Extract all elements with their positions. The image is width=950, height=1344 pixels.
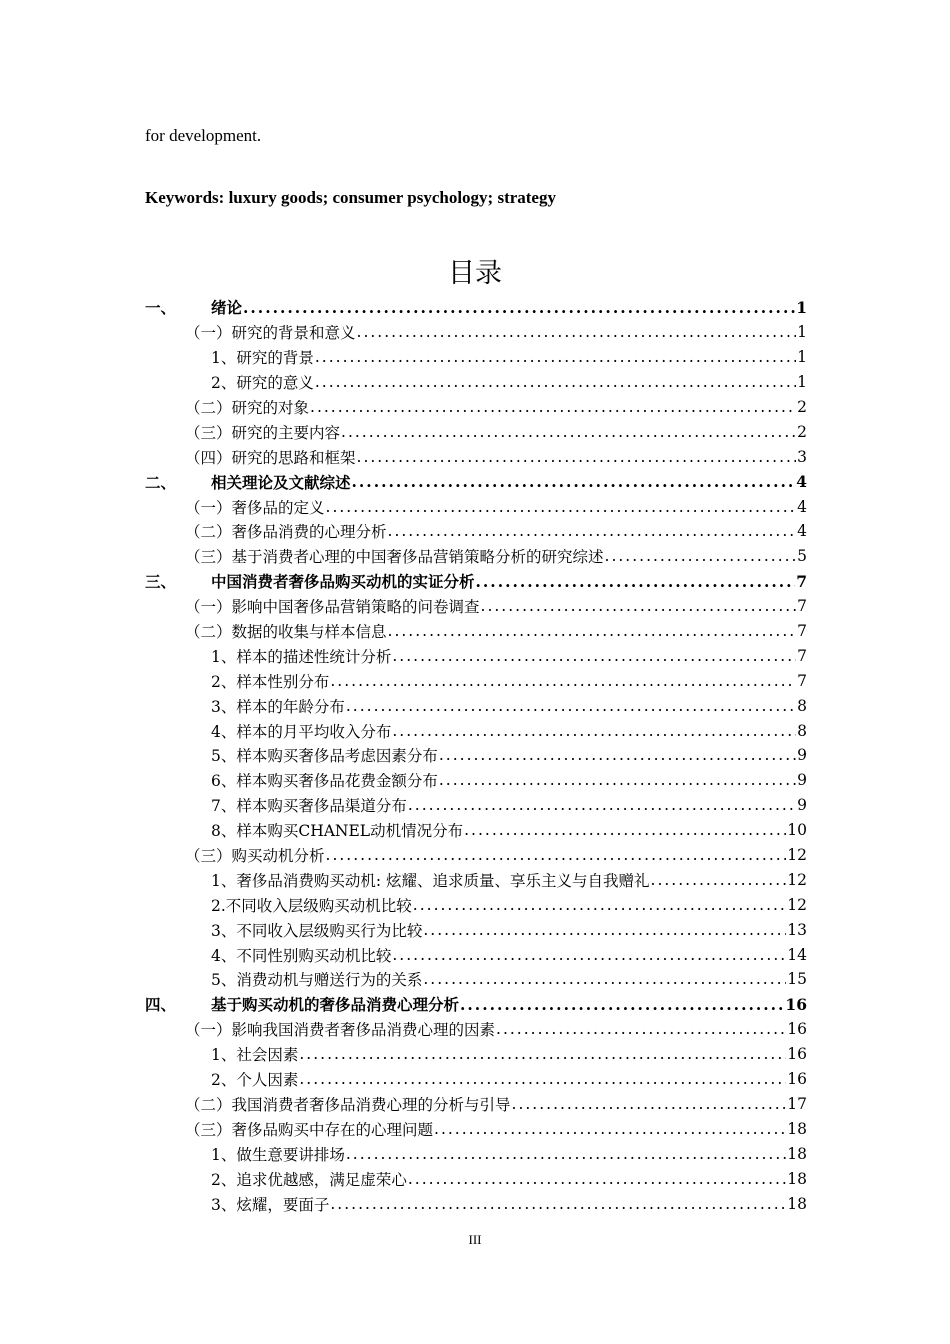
- toc-dot-leader: [439, 771, 796, 789]
- toc-entry-page: 12: [787, 895, 807, 914]
- toc-entry-page: 1: [797, 323, 807, 342]
- toc-entry-text: 2、追求优越感，满足虚荣心: [211, 1170, 407, 1189]
- toc-dot-leader: [315, 348, 796, 366]
- toc-entry-page: 1: [797, 373, 807, 392]
- toc-dot-leader: [512, 1095, 787, 1113]
- toc-entry-title: [145, 296, 242, 318]
- toc-entry[interactable]: [145, 370, 807, 395]
- toc-entry-title: [211, 670, 329, 692]
- toc-entry-page: 18: [787, 1194, 807, 1213]
- toc-entry-page: 7: [797, 646, 807, 665]
- toc-entry-page: 1: [797, 348, 807, 367]
- toc-entry[interactable]: [145, 718, 807, 743]
- toc-entry-title: [211, 744, 438, 766]
- toc-dot-leader: [310, 398, 796, 416]
- toc-entry-title: [211, 1168, 407, 1190]
- toc-entry-title: [211, 1043, 298, 1065]
- toc-entry-text: （二）研究的对象: [185, 399, 310, 417]
- toc-entry-text: （二）数据的收集与样本信息: [185, 623, 387, 642]
- toc-entry[interactable]: [145, 619, 807, 644]
- toc-entry-text: （一）影响我国消费者奢侈品消费心理的因素: [185, 1021, 496, 1040]
- toc-dot-leader: [392, 722, 796, 740]
- toc-entry[interactable]: [145, 1017, 807, 1042]
- toc-entry-text: 基于购买动机的奢侈品消费心理分析: [211, 995, 460, 1015]
- toc-entry-text: 2.不同收入层级购买动机比较: [211, 896, 412, 915]
- toc-dot-leader: [434, 1120, 786, 1138]
- toc-dot-leader: [408, 1170, 786, 1188]
- toc-entry-page: 7: [797, 671, 807, 690]
- toc-entry[interactable]: [145, 818, 807, 843]
- toc-entry-page: 1: [796, 297, 807, 317]
- toc-entry[interactable]: [145, 693, 807, 718]
- toc-dot-leader: [330, 672, 796, 690]
- toc-entry-text: 相关理论及文献综述: [211, 472, 351, 492]
- toc-entry-text: 1、社会因素: [211, 1046, 299, 1065]
- toc-entry-page: 12: [787, 846, 807, 865]
- toc-entry-title: [211, 819, 463, 841]
- toc-entry-page: 8: [797, 721, 807, 740]
- toc-dot-leader: [481, 597, 797, 615]
- toc-entry-page: 4: [797, 497, 807, 516]
- toc-entry-page: 18: [787, 1119, 807, 1138]
- toc-entry-page: 8: [797, 696, 807, 715]
- toc-dot-leader: [299, 1070, 786, 1088]
- toc-entry-title: [211, 944, 391, 966]
- toc-entry-page: 17: [787, 1094, 807, 1113]
- toc-entry-text: 4、不同性别购买动机比较: [211, 946, 392, 965]
- toc-entry-page: 9: [797, 746, 807, 765]
- toc-dot-leader: [464, 821, 786, 839]
- toc-entry-text: 4、样本的月平均收入分布: [211, 722, 392, 741]
- toc-dot-leader: [392, 946, 786, 964]
- toc-entry-text: 2、研究的意义: [211, 374, 314, 393]
- toc-entry-title: [185, 1118, 433, 1140]
- toc-dot-leader: [341, 423, 796, 441]
- toc-entry-page: 3: [797, 447, 807, 466]
- toc-entry-text: （三）基于消费者心理的中国奢侈品营销策略分析的研究综述: [185, 548, 604, 567]
- toc-entry-text: 6、样本购买奢侈品花费金额分布: [211, 772, 438, 791]
- toc-entry[interactable]: [145, 1042, 807, 1067]
- toc-entry-text: 绪论: [211, 298, 243, 318]
- toc-entry-text: 1、样本的描述性统计分析: [211, 647, 392, 666]
- toc-entry-title: [185, 595, 480, 617]
- toc-dot-leader: [423, 970, 786, 988]
- toc-entry-page: 9: [797, 771, 807, 790]
- toc-entry-title: [145, 570, 475, 592]
- toc-entry-page: 12: [787, 870, 807, 889]
- toc-entry-page: 9: [797, 796, 807, 815]
- toc-entry-title: [185, 421, 340, 443]
- toc-entry-page: 16: [787, 1045, 807, 1064]
- toc-entry[interactable]: [145, 643, 807, 668]
- toc-entry[interactable]: [145, 395, 807, 420]
- toc-entry[interactable]: [145, 519, 807, 544]
- toc-dot-leader: [439, 746, 796, 764]
- toc-entry-text: 7、样本购买奢侈品渠道分布: [211, 797, 407, 816]
- toc-entry-text: （二）我国消费者奢侈品消费心理的分析与引导: [185, 1095, 511, 1114]
- toc-entry-title: [211, 346, 314, 368]
- toc-entry-text: （三）奢侈品购买中存在的心理问题: [185, 1120, 434, 1139]
- toc-entry[interactable]: [145, 419, 807, 444]
- toc-entry-page: 7: [797, 597, 807, 616]
- page-number: III: [468, 1232, 482, 1247]
- toc-entry-title: [185, 520, 387, 542]
- toc-entry[interactable]: [145, 892, 807, 917]
- toc-entry-title: [185, 446, 356, 468]
- toc-entry-page: 7: [796, 571, 807, 591]
- toc-entry-text: 5、样本购买奢侈品考虑因素分布: [211, 747, 438, 766]
- toc-chapter-number: 四、: [145, 995, 177, 1015]
- toc-entry[interactable]: [145, 768, 807, 793]
- toc-entry-text: （四）研究的思路和框架: [185, 448, 356, 467]
- toc-entry[interactable]: [145, 1141, 807, 1166]
- toc-entry-page: 10: [787, 821, 807, 840]
- toc-entry[interactable]: [145, 469, 807, 494]
- toc-entry[interactable]: [145, 295, 807, 320]
- toc-entry-title: [211, 645, 391, 667]
- toc-entry[interactable]: [145, 1092, 807, 1117]
- toc-dot-leader: [346, 1145, 786, 1163]
- keywords-line: Keywords: luxury goods; consumer psychology; strategy: [145, 188, 556, 207]
- toc-dot-leader: [476, 572, 796, 591]
- toc-entry-title: [211, 968, 422, 990]
- toc-dot-leader: [496, 1020, 786, 1038]
- toc-entry-text: 中国消费者奢侈品购买动机的实证分析: [211, 572, 475, 592]
- toc-entry-page: 4: [797, 522, 807, 541]
- toc-entry[interactable]: [145, 594, 807, 619]
- toc-entry-text: （三）研究的主要内容: [185, 423, 341, 442]
- toc-entry-page: 13: [787, 920, 807, 939]
- toc-entry[interactable]: [145, 544, 807, 569]
- toc-entry-title: [211, 894, 412, 916]
- toc-entry[interactable]: [145, 917, 807, 942]
- toc-entry[interactable]: [145, 444, 807, 469]
- toc-dot-leader: [408, 796, 796, 814]
- toc-entry[interactable]: [145, 793, 807, 818]
- toc-dot-leader: [392, 647, 796, 665]
- toc-entry-title: [185, 396, 309, 418]
- toc-entry[interactable]: [145, 1067, 807, 1092]
- toc-entry-page: 14: [787, 945, 807, 964]
- toc-dot-leader: [315, 373, 796, 391]
- table-of-contents: [145, 295, 807, 1216]
- toc-entry-text: （一）奢侈品的定义: [185, 498, 325, 517]
- toc-entry[interactable]: [145, 569, 807, 594]
- toc-entry-page: 2: [797, 398, 807, 416]
- toc-entry[interactable]: [145, 942, 807, 967]
- toc-entry[interactable]: [145, 867, 807, 892]
- toc-dot-leader: [352, 472, 796, 491]
- toc-dot-leader: [423, 921, 786, 939]
- toc-dot-leader: [326, 846, 787, 864]
- toc-entry-page: 2: [797, 422, 807, 441]
- toc-entry-text: 1、研究的背景: [211, 349, 314, 368]
- toc-entry-page: 16: [787, 1070, 807, 1089]
- toc-entry-page: 18: [787, 1169, 807, 1188]
- toc-entry-text: （一）影响中国奢侈品营销策略的问卷调查: [185, 598, 480, 617]
- toc-dot-leader: [605, 547, 797, 565]
- toc-entry-title: [211, 695, 345, 717]
- toc-entry-title: [185, 844, 325, 866]
- toc-dot-leader: [388, 522, 797, 540]
- toc-entry-page: 5: [797, 547, 807, 566]
- toc-entry[interactable]: [145, 1116, 807, 1141]
- toc-entry-title: [145, 993, 459, 1015]
- toc-entry[interactable]: [145, 843, 807, 868]
- toc-entry-text: 3、炫耀，要面子: [211, 1195, 330, 1214]
- toc-dot-leader: [413, 896, 786, 914]
- toc-entry-title: [211, 1068, 298, 1090]
- toc-entry-title: [211, 769, 438, 791]
- toc-entry-page: 15: [787, 970, 807, 989]
- toc-entry[interactable]: [145, 494, 807, 519]
- toc-entry-title: [185, 496, 325, 518]
- toc-entry[interactable]: [145, 743, 807, 768]
- toc-dot-leader: [460, 995, 784, 1014]
- toc-chapter-number: 三、: [145, 572, 177, 592]
- toc-entry[interactable]: [145, 320, 807, 345]
- toc-entry-page: 18: [787, 1144, 807, 1163]
- toc-entry-text: 3、不同收入层级购买行为比较: [211, 921, 423, 940]
- toc-entry[interactable]: [145, 1166, 807, 1191]
- toc-entry-title: [211, 371, 314, 393]
- toc-entry-title: [211, 794, 407, 816]
- toc-dot-leader: [357, 448, 797, 466]
- toc-entry[interactable]: [145, 345, 807, 370]
- toc-entry-title: [145, 471, 351, 493]
- toc-dot-leader: [357, 323, 797, 341]
- toc-entry-text: 2、个人因素: [211, 1071, 299, 1090]
- toc-entry-text: 5、消费动机与赠送行为的关系: [211, 971, 423, 990]
- abstract-tail-text: for development.: [145, 126, 262, 145]
- toc-entry[interactable]: [145, 668, 807, 693]
- toc-entry-page: 4: [796, 472, 807, 492]
- toc-dot-leader: [326, 498, 797, 516]
- toc-entry-text: （三）购买动机分析: [185, 847, 325, 866]
- toc-entry-text: 2、样本性别分布: [211, 672, 330, 691]
- toc-entry-text: （二）奢侈品消费的心理分析: [185, 523, 387, 542]
- toc-entry-title: [211, 720, 391, 742]
- toc-dot-leader: [346, 697, 796, 715]
- toc-entry-title: [185, 321, 356, 343]
- toc-entry-title: [185, 1018, 495, 1040]
- toc-entry-page: 7: [797, 622, 807, 641]
- toc-entry-title: [211, 919, 422, 941]
- toc-entry-page: 16: [785, 994, 807, 1014]
- toc-entry-text: 3、样本的年龄分布: [211, 697, 345, 716]
- toc-title: 目录: [448, 258, 502, 289]
- toc-entry-title: [185, 545, 604, 567]
- toc-entry-title: [185, 620, 387, 642]
- toc-dot-leader: [330, 1195, 786, 1213]
- toc-dot-leader: [651, 871, 787, 889]
- toc-chapter-number: 一、: [145, 298, 177, 318]
- toc-entry-title: [211, 869, 650, 891]
- toc-entry-page: 16: [787, 1020, 807, 1039]
- toc-entry-text: 8、样本购买CHANEL动机情况分布: [211, 822, 464, 841]
- toc-entry[interactable]: [145, 992, 807, 1017]
- toc-dot-leader: [243, 298, 795, 317]
- toc-entry-title: [211, 1143, 345, 1165]
- toc-entry-text: 1、做生意要讲排场: [211, 1145, 345, 1164]
- toc-chapter-number: 二、: [145, 472, 177, 492]
- toc-entry[interactable]: [145, 1191, 807, 1216]
- toc-entry-title: [185, 1093, 511, 1115]
- toc-dot-leader: [388, 622, 797, 640]
- toc-entry-title: [211, 1193, 329, 1215]
- toc-entry-text: 1、奢侈品消费购买动机: 炫耀、追求质量、享乐主义与自我赠礼: [211, 871, 650, 890]
- toc-dot-leader: [299, 1045, 786, 1063]
- toc-entry[interactable]: [145, 967, 807, 992]
- toc-entry-text: （一）研究的背景和意义: [185, 324, 356, 343]
